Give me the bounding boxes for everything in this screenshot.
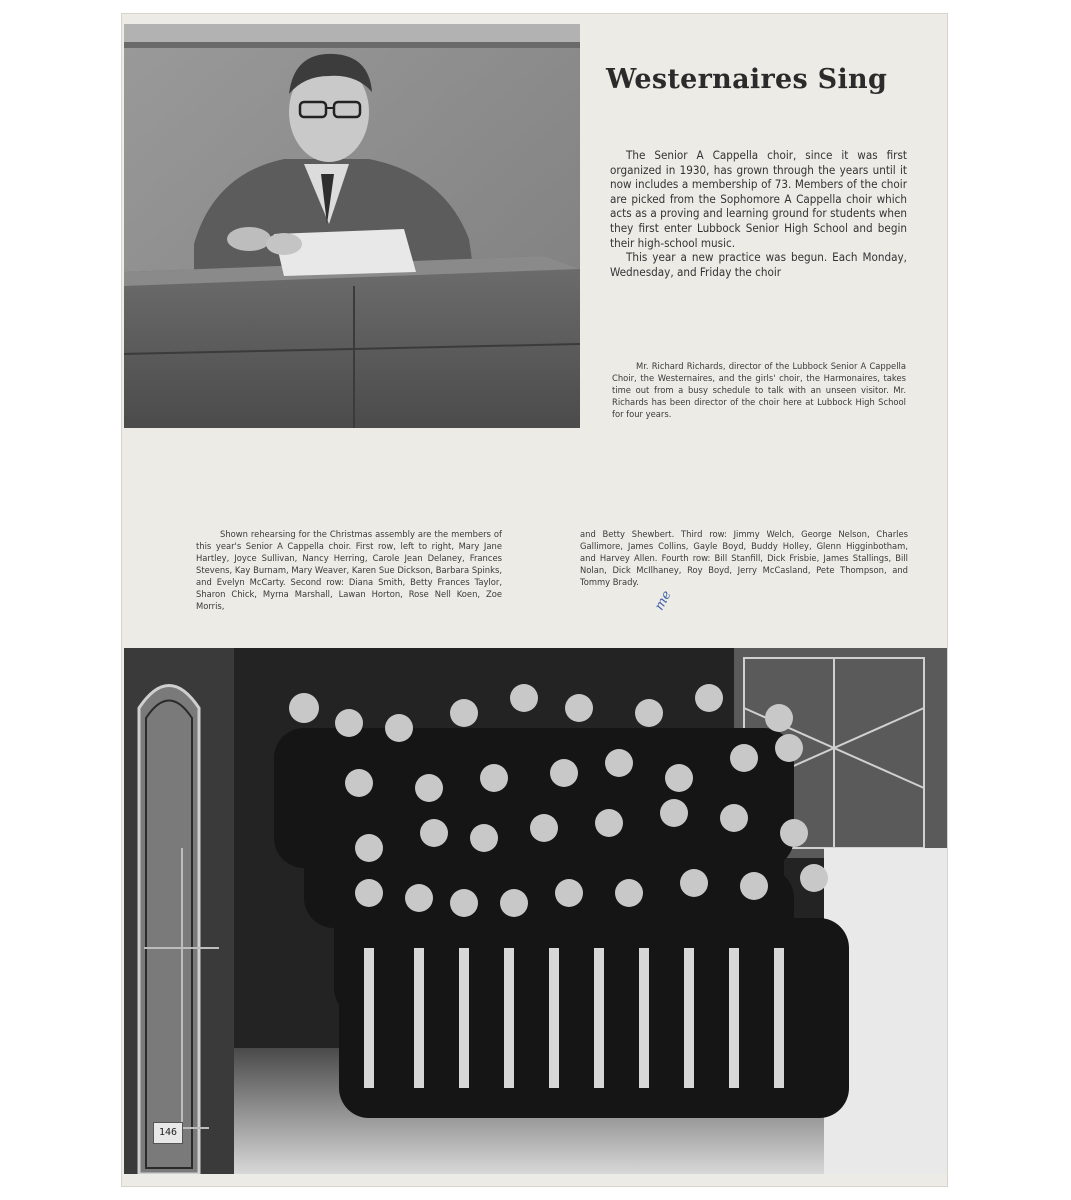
choir-caption-right: and Betty Shewbert. Third row: Jimmy Welch, George Nelson, Charles Gallimore, James Collins, Gayle Boyd, Buddy Holley, Glenn Higginbotham, and Harvey Allen. Fourth row: Bill Stanfill, Dick Frisbie, James Stallings, Bill Nolan, Dick McIlhaney, Roy Boyd, Jerry McCasland, Pete Thompson, and Tommy Brady. <box>580 529 908 587</box>
director-photo <box>124 24 580 428</box>
choir-photo <box>124 648 947 1174</box>
article-paragraph: This year a new practice was begun. Each Monday, Wednesday, and Friday the choir <box>610 250 907 279</box>
page-title: Westernaires Sing <box>606 64 888 95</box>
article-paragraph: The Senior A Cappella choir, since it was first organized in 1930, has grown through the years until it now includes a membership of 73. Members of the choir are picked from the Sophomore A Cappella choir which acts as a proving and learning ground for students when they first enter Lubbock Senior High School and begin their high-school music. <box>610 148 907 250</box>
article-body <box>610 148 907 279</box>
handwritten-note: me <box>652 588 675 614</box>
choir-caption-left: Shown rehearsing for the Christmas assembly are the members of this year's Senior A Cappella choir. First row, left to right, Mary Jane Hartley, Joyce Sullivan, Nancy Herring, Carole Jean Delaney, Frances Stevens, Kay Burnam, Mary Weaver, Karen Sue Dickson, Barbara Spinks, and Evelyn McCarty. Second row: Diana Smith, Betty Frances Taylor, Sharon Chick, Myrna Marshall, Lawan Horton, Rose Nell Koen, Zoe Morris, <box>196 529 502 611</box>
page-number: 146 <box>153 1122 183 1144</box>
director-caption: Mr. Richard Richards, director of the Lubbock Senior A Cappella Choir, the Westernaires, and the girls' choir, the Harmonaires, takes time out from a busy schedule to talk with an unseen visitor. Mr. Richards has been director of the choir here at Lubbock High School for four years. <box>612 361 906 419</box>
